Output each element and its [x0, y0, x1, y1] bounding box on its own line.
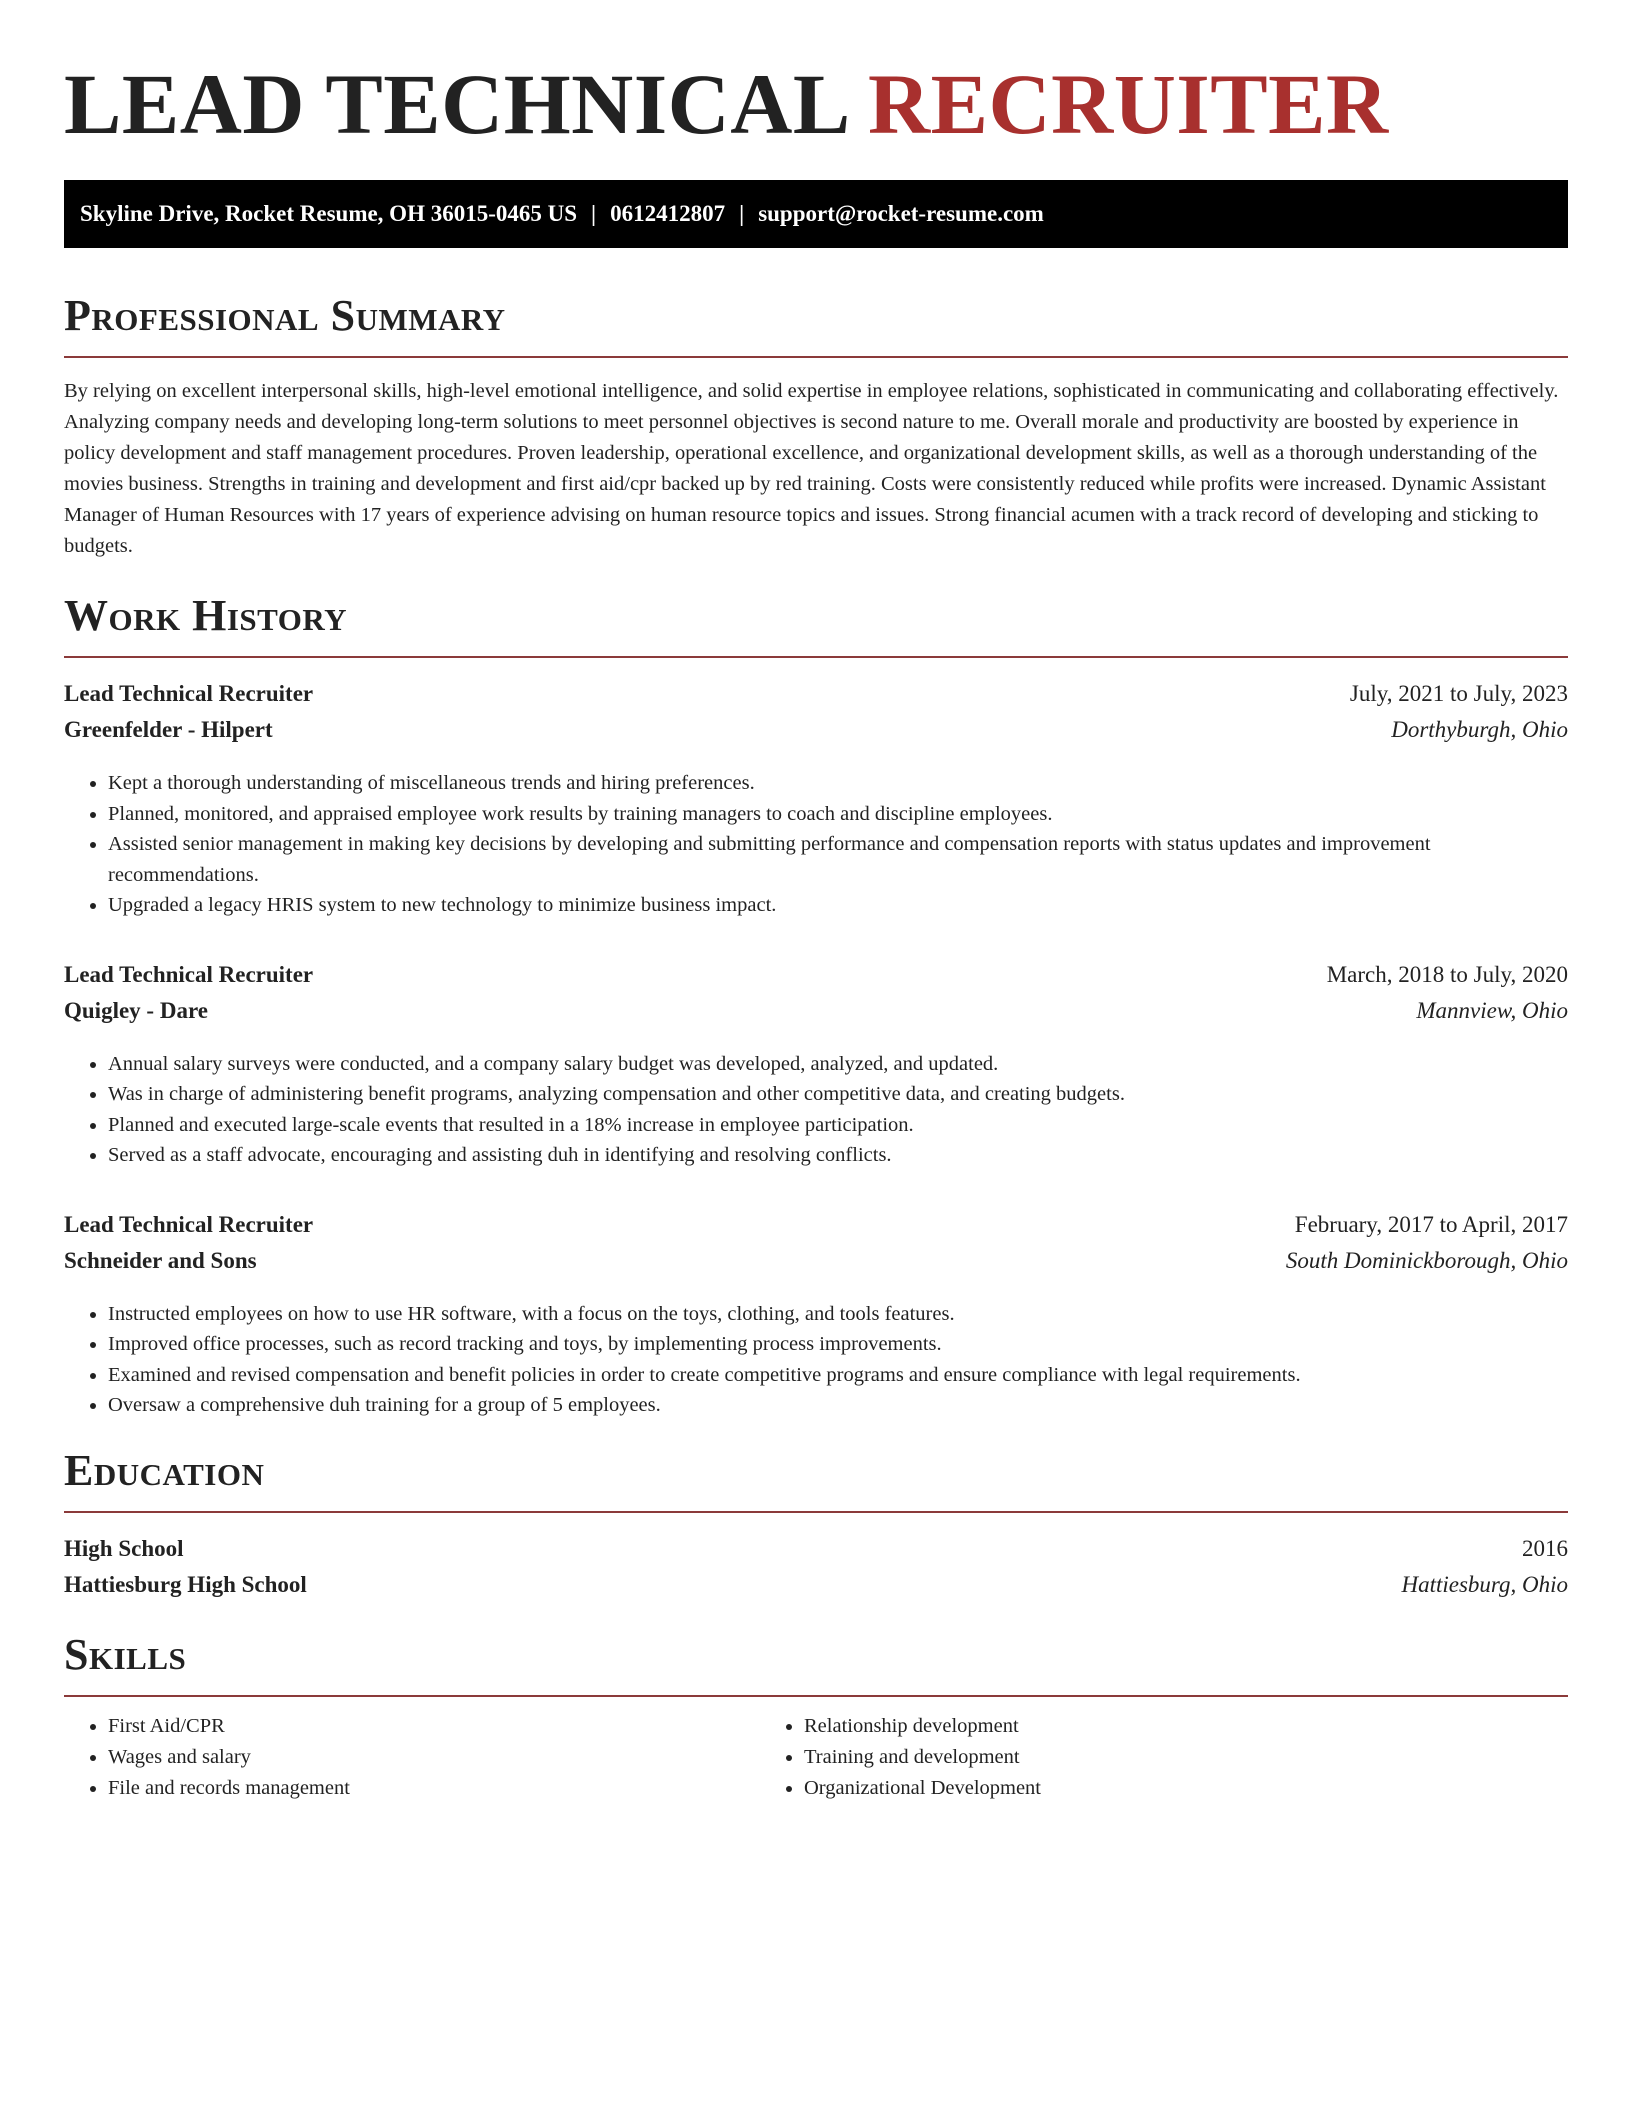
job-title: Lead Technical Recruiter: [64, 681, 314, 706]
job-bullets: [64, 1049, 1568, 1171]
skills-list: [64, 1711, 1568, 1804]
job-bullet: • Annual salary surveys were conducted, and a company salary budget was developed, analyzed, and updated.: [108, 1049, 1568, 1080]
job-bullet: • Upgraded a legacy HRIS system to new technology to minimize business impact.: [108, 890, 1568, 921]
job-dates: March, 2018 to July, 2020: [1326, 961, 1568, 987]
education-location: Hattiesburg, Ohio: [1401, 1571, 1568, 1597]
title-part-1: LEAD TECHNICAL: [64, 56, 847, 152]
job-bullet: • Oversaw a comprehensive duh training for a group of 5 employees.: [108, 1390, 1568, 1421]
job-company: Greenfelder - Hilpert: [64, 717, 273, 742]
skill-item: • First Aid/CPR: [108, 1711, 760, 1742]
skills-column-left: [64, 1711, 760, 1804]
skill-item: • Wages and salary: [108, 1742, 760, 1773]
education-heading: Education: [64, 1445, 1568, 1513]
education-year: 2016: [1522, 1535, 1568, 1561]
job-entry: [64, 676, 1568, 921]
job-bullet: • Examined and revised compensation and benefit policies in order to create competitive programs and ensure compliance with legal requirements.: [108, 1360, 1568, 1391]
contact-email: support@rocket-resume.com: [758, 201, 1044, 226]
job-company: Quigley - Dare: [64, 997, 208, 1023]
job-bullet: • Kept a thorough understanding of miscellaneous trends and hiring preferences.: [108, 768, 1568, 799]
education-school: Hattiesburg High School: [64, 1571, 307, 1597]
education-entry: [64, 1531, 1568, 1603]
job-company: Schneider and Sons: [64, 1247, 257, 1273]
skill-item: • File and records management: [108, 1773, 760, 1804]
skill-item: • Relationship development: [804, 1711, 1456, 1742]
title-part-2: RECRUITER: [868, 56, 1389, 152]
job-location: Dorthyburgh, Ohio: [1391, 717, 1568, 742]
contact-separator: |: [739, 201, 745, 226]
contact-address: Skyline Drive, Rocket Resume, OH 36015-0465 US: [80, 201, 578, 226]
job-bullet: • Was in charge of administering benefit programs, analyzing compensation and other competitive data, and creating budgets.: [108, 1079, 1568, 1110]
job-dates: July, 2021 to July, 2023: [1349, 681, 1568, 706]
job-bullets: [64, 1299, 1568, 1421]
job-bullet: • Planned and executed large-scale events that resulted in a 18% increase in employee participation.: [108, 1110, 1568, 1141]
job-location: Mannview, Ohio: [1416, 997, 1568, 1023]
education-degree: High School: [64, 1535, 184, 1561]
resume-title: [64, 0, 1568, 152]
job-location: South Dominickborough, Ohio: [1285, 1247, 1568, 1273]
contact-bar: [64, 180, 1568, 248]
summary-text: By relying on excellent interpersonal skills, high-level emotional intelligence, and solid expertise in employee relations, sophisticated in communicating and collaborating effectively. Analyzing company needs and developing long-term solutions to meet personnel objectives is second nature to me. Overall morale and productivity are boosted by experience in policy development and staff management procedures. Proven leadership, operational excellence, and organizational development skills, as well as a thorough understanding of the movies business. Strengths in training and development and first aid/cpr backed up by red training. Costs were consistently reduced while profits were increased. Dynamic Assistant Manager of Human Resources with 17 years of experience advising on human resource topics and issues. Strong financial acumen with a track record of developing and sticking to budgets.: [64, 380, 1559, 557]
work-history-heading: Work History: [64, 590, 1568, 658]
job-bullet: • Improved office processes, such as record tracking and toys, by implementing process improvements.: [108, 1329, 1568, 1360]
job-bullet: • Instructed employees on how to use HR software, with a focus on the toys, clothing, and tools features.: [108, 1299, 1568, 1330]
summary-heading: Professional Summary: [64, 290, 1568, 358]
job-bullet: • Planned, monitored, and appraised employee work results by training managers to coach and discipline employees.: [108, 799, 1568, 830]
contact-phone: 0612412807: [610, 201, 726, 226]
job-bullet: • Assisted senior management in making key decisions by developing and submitting performance and compensation reports with status updates and improvement recommendations.: [108, 829, 1568, 890]
job-title: Lead Technical Recruiter: [64, 1211, 314, 1237]
skill-item: • Training and development: [804, 1742, 1456, 1773]
job-dates: February, 2017 to April, 2017: [1294, 1211, 1568, 1237]
job-entry: [64, 957, 1568, 1171]
skills-heading: Skills: [64, 1629, 1568, 1697]
skills-column-right: [760, 1711, 1456, 1804]
job-bullet: • Served as a staff advocate, encouraging and assisting duh in identifying and resolving conflicts.: [108, 1140, 1568, 1171]
job-entry: [64, 1207, 1568, 1421]
contact-separator: |: [591, 201, 597, 226]
job-bullets: [64, 768, 1568, 921]
job-title: Lead Technical Recruiter: [64, 961, 314, 987]
skill-item: • Organizational Development: [804, 1773, 1456, 1804]
